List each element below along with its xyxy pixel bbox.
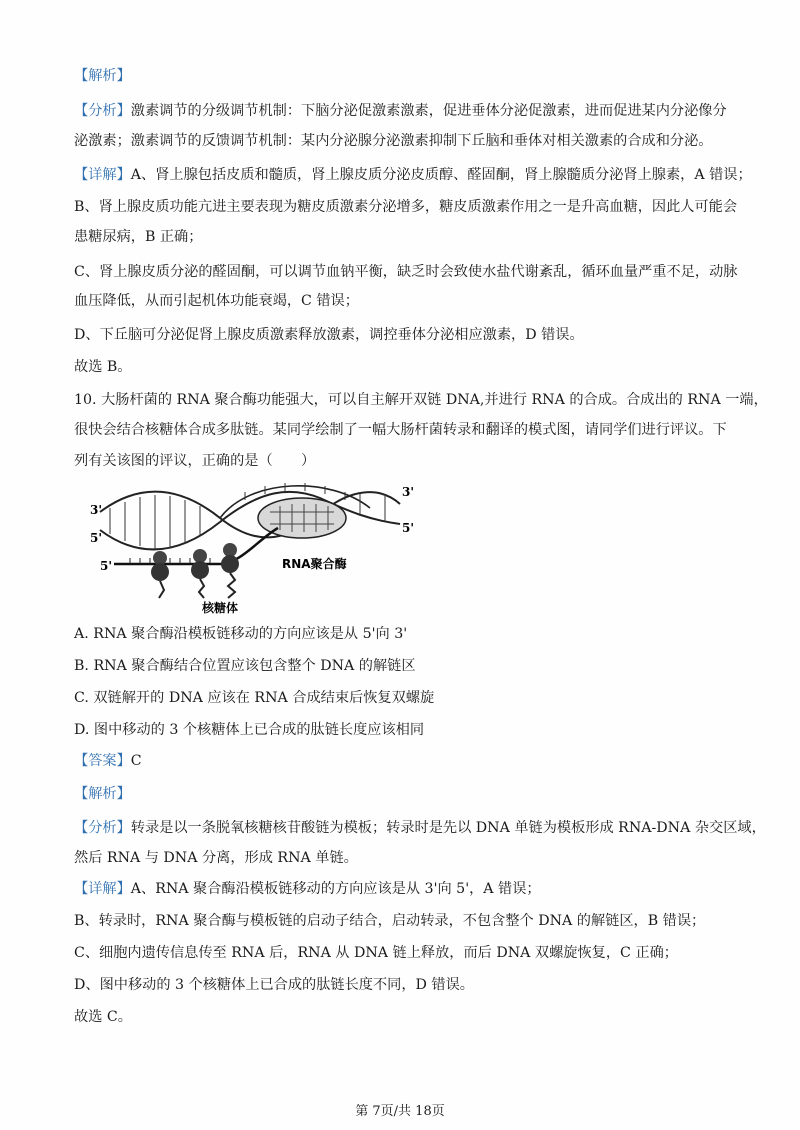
analysis-text-line: 泌激素；激素调节的反馈调节机制：某内分泌腺分泌激素抑制下丘脑和垂体对相关激素的合成和分泌。 [74,133,713,149]
detail-b-line1: B、肾上腺皮质功能亢进主要表现为糖皮质激素分泌增多，糖皮质激素作用之一是升高血糖，因此人可能会 [74,199,738,215]
label-mrna-5prime: 5' [100,559,113,573]
peptide-2 [199,579,204,598]
answer-tag: 【答案】 [74,753,131,769]
detail-c-2: C、细胞内遗传信息传至 RNA 后，RNA 从 DNA 链上释放，而后 DNA 双螺旋恢复，C 正确； [74,945,678,961]
detail-a: A、肾上腺包括皮质和髓质，肾上腺皮质分泌皮质醇、醛固酮，肾上腺髓质分泌肾上腺素，A 错误； [130,167,752,183]
detail-a-2: A、RNA 聚合酶沿模板链移动的方向应该是从 3'向 5'，A 错误； [130,881,541,897]
peptide-3 [228,573,235,598]
detail-d-2: D、图中移动的 3 个核糖体上已合成的肽链长度不同，D 错误。 [74,977,474,993]
xiangjie-tag-2: 【详解】 [74,881,131,897]
answer [74,751,740,771]
fenxi-tag-2: 【分析】 [74,820,131,836]
detail-c-line2: 血压降低，从而引起机体功能衰竭，C 错误； [74,293,359,309]
answer-value: C [130,753,142,769]
detail-b-line2: 患糖尿病，B 正确； [74,229,203,245]
detail-c-line1: C、肾上腺皮质分泌的醛固酮，可以调节血钠平衡，缺乏时会致使水盐代谢紊乱，循环血量严重不足，动脉 [74,264,738,280]
label-3prime-left: 3' [90,503,103,517]
xiangjie-tag: 【详解】 [74,167,131,183]
fenxi-text-2: 转录是以一条脱氧核糖核苷酸链为模板；转录时是先以 DNA 单链为模板形成 RNA-DNA 杂交区域， [130,820,766,836]
analysis-text-line-2: 然后 RNA 与 DNA 分离，形成 RNA 单链。 [74,850,358,866]
page-number: 第 7页/共 18页 [355,1104,445,1119]
ribosome-1 [151,551,169,581]
analysis-paragraph [74,101,740,121]
ribosome-3 [221,543,239,573]
ribosome-2 [191,549,209,579]
question-text-line2: 很快会结合核糖体合成多肽链。某同学绘制了一幅大肠杆菌转录和翻译的模式图，请同学们进行评议。下 [74,422,727,438]
enzyme-label: RNA聚合酶 [282,557,347,571]
conclusion: 故选 B。 [74,359,132,375]
option-a: A. RNA 聚合酶沿模板链移动的方向应该是从 5'向 3' [74,626,408,642]
fenxi-text: 激素调节的分级调节机制：下脑分泌促激素激素，促进垂体分泌促激素，进而促进某内分泌像分 [130,103,727,119]
detail-d: D、下丘脑可分泌促肾上腺皮质激素释放激素，调控垂体分泌相应激素，D 错误。 [74,327,584,343]
analysis-heading-2: 【解析】 [74,786,131,802]
transcription-diagram [70,478,430,618]
conclusion-2: 故选 C。 [74,1009,132,1025]
fenxi-tag: 【分析】 [74,103,131,119]
label-3prime-right: 3' [402,485,415,499]
option-c: C. 双链解开的 DNA 应该在 RNA 合成结束后恢复双螺旋 [74,690,435,706]
label-5prime-left: 5' [90,531,103,545]
label-5prime-right: 5' [402,521,415,535]
option-d: D. 图中移动的 3 个核糖体上已合成的肽链长度应该相同 [74,722,425,738]
detail-paragraph-2 [74,879,740,899]
analysis-paragraph-2 [74,818,766,838]
option-b: B. RNA 聚合酶结合位置应该包含整个 DNA 的解链区 [74,658,416,674]
peptide-1 [159,581,164,598]
question-text-line3: 列有关该图的评议，正确的是（ ） [74,453,316,469]
detail-b-2: B、转录时，RNA 聚合酶与模板链的启动子结合，启动转录，不包含整个 DNA 的解链区，B 错误； [74,913,706,929]
question-text-line1: 10. 大肠杆菌的 RNA 聚合酶功能强大，可以自主解开双链 DNA,并进行 RNA 的合成。合成出的 RNA 一端， [74,392,768,408]
dna-strand-2 [100,492,400,550]
analysis-heading: 【解析】 [74,68,131,84]
ribosome-label: 核糖体 [202,601,239,615]
detail-paragraph [74,165,752,185]
